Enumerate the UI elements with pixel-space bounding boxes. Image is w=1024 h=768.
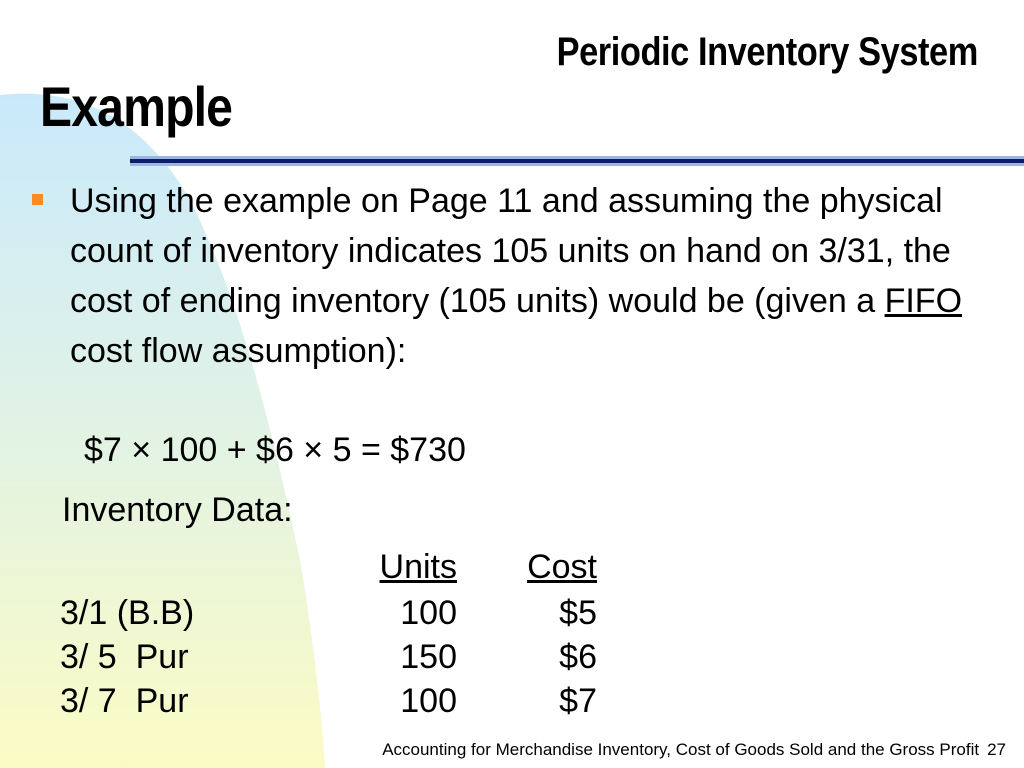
table-header-row bbox=[60, 543, 597, 591]
row-cost: $5 bbox=[559, 594, 597, 632]
bullet-text-part: cost flow assumption): bbox=[70, 332, 407, 370]
slide-subtitle: Periodic Inventory System bbox=[556, 30, 978, 74]
row-units: 150 bbox=[400, 638, 457, 676]
column-header-date bbox=[60, 543, 295, 591]
row-date: 3/ 5 Pur bbox=[60, 638, 189, 676]
bullet-text bbox=[70, 176, 1010, 376]
inventory-table bbox=[60, 543, 597, 723]
inventory-label: Inventory Data: bbox=[62, 491, 293, 529]
row-date: 3/ 7 Pur bbox=[60, 682, 189, 720]
table-row bbox=[60, 635, 597, 679]
title-divider bbox=[130, 156, 1024, 166]
footer-text: Accounting for Merchandise Inventory, Cost of Goods Sold and the Gross Profit bbox=[382, 740, 980, 759]
slide-footer bbox=[382, 740, 1006, 760]
row-units: 100 bbox=[400, 594, 457, 632]
bullet-square-icon bbox=[32, 194, 43, 205]
row-cost: $6 bbox=[559, 638, 597, 676]
fifo-term: FIFO bbox=[884, 282, 963, 320]
row-date: 3/1 (B.B) bbox=[60, 594, 195, 632]
bullet-text-part: Using the example on Page 11 and assuming the physical count of inventory indicates 105 units on hand on 3/31, the cost of ending inventory (105 units) would be (given a bbox=[70, 182, 951, 320]
row-units: 100 bbox=[400, 682, 457, 720]
column-header-cost: Cost bbox=[527, 548, 597, 586]
column-header-units: Units bbox=[379, 548, 457, 586]
table-row bbox=[60, 591, 597, 635]
table-row bbox=[60, 679, 597, 723]
slide-title: Example bbox=[40, 75, 233, 138]
calculation: $7 × 100 + $6 × 5 = $730 bbox=[84, 431, 466, 469]
page-number: 27 bbox=[987, 740, 1006, 759]
row-cost: $7 bbox=[559, 682, 597, 720]
